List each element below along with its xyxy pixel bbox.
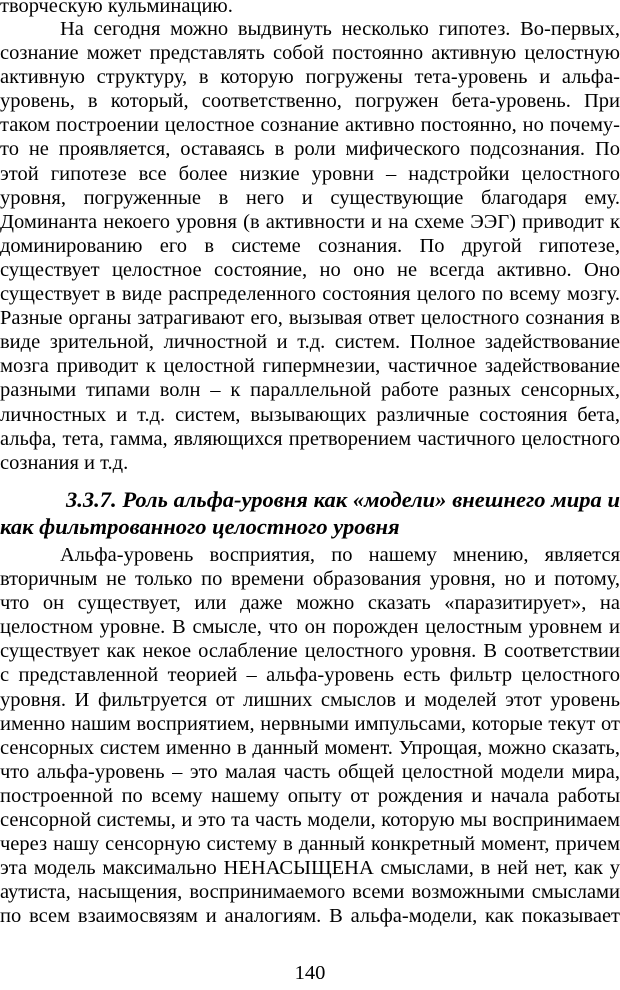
intro-line: творческую кульминацию. xyxy=(0,0,233,17)
paragraph-alpha-level: Альфа-уровень восприятия, по нашему мнению, является вторичным не только по времени образования уровня, но и потому, что он существует, или даже можно сказать «паразитирует», на целостном уровне. В смысле, что он порожден целостным уровнем и существует как некое ослабление целостного уровня. В соответствии с представленной теорией – альфа-уровень есть фильтр целостного уровня. И фильтруется от лишних смыслов и моделей этот уровень именно нашим восприятием, нервными импульсами, которые текут от сенсорных систем именно в данный момент. Упрощая, можно сказать, что альфа-уровень – это малая часть общей целостной модели мира, построенной по всему нашему опыту от рождения и начала работы сенсорной системы, и это та часть модели, которую мы воспринимаем через нашу сенсорную систему в данный конкретный момент, причем эта модель максимально НЕНАСЫЩЕНА смыслами, в ней нет, как у аутиста, насыщения, воспринимаемого всеми возможными смыслами по всем взаимосвязям и аналогиям. В альфа-модели, как показывает xyxy=(0,544,620,928)
paragraph-hypotheses: На сегодня можно выдвинуть несколько гипотез. Во-первых, сознание может представлять собой постоянно активную целостную активную структуру, в которую погружены тета-уровень и альфа-уровень, в который, соответственно, погружен бета-уровень. При таком построении целостное сознание активно постоянно, но почему-то не проявляется, оставаясь в роли мифического подсознания. По этой гипотезе все более низкие уровни – надстройки целостного уровня, погруженные в него и существующие благодаря ему. Доминанта некоего уровня (в активности и на схеме ЭЭГ) приводит к доминированию его в системе сознания. По другой гипотезе, существует целостное состояние, но оно не всегда активно. Оно существует в виде распределенного состояния целого по всему мозгу. Разные органы затрагивают его, вызывая ответ целостного сознания в виде зрительной, личностной и т.д. систем. Полное задействование мозга приводит к целостной гипермнезии, частичное задействование разными типами волн – к параллельной работе разных сенсорных, личностных и т.д. систем, вызывающих различные состояния бета, альфа, тета, гамма, являющихся претворением частичного целостного сознания и т.д. xyxy=(0,18,620,474)
section-heading: 3.3.7. Роль альфа-уровня как «модели» внешнего мира и как фильтрованного целостного уровня xyxy=(0,487,620,539)
page-number: 140 xyxy=(294,962,326,984)
